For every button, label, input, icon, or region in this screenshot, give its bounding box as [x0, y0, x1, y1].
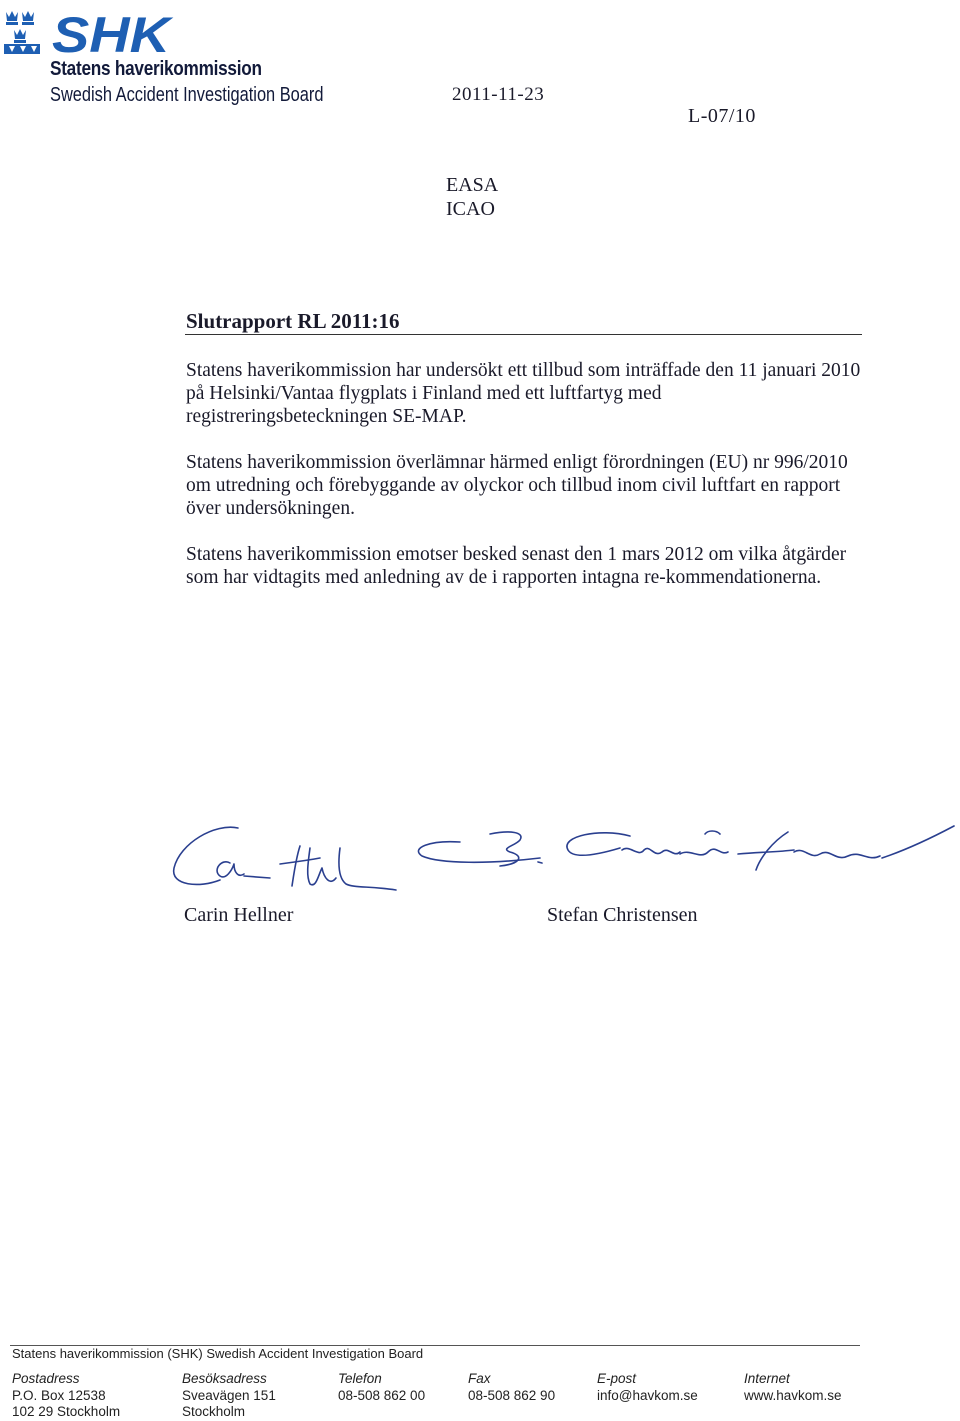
recipients-block — [446, 173, 498, 221]
footer-website — [744, 1371, 842, 1404]
letter-date: 2011-11-23 — [452, 84, 545, 105]
footer-title: Statens haverikommission (SHK) Swedish Accident Investigation Board — [12, 1346, 424, 1361]
recipient: EASA — [446, 174, 499, 196]
org-name: Statens haverikommission — [50, 58, 262, 80]
footer-label: Postadress — [12, 1371, 80, 1386]
signature-stefan-christensen — [418, 826, 954, 870]
footer-fax — [468, 1371, 555, 1404]
three-crowns-icon — [4, 11, 40, 54]
footer-label: Besöksadress — [182, 1371, 267, 1386]
footer-value: 102 29 Stockholm — [12, 1404, 121, 1419]
footer-label: E-post — [597, 1371, 637, 1386]
footer-label: Internet — [744, 1371, 790, 1386]
signer-name: Carin Hellner — [184, 904, 294, 926]
footer-phone — [338, 1371, 425, 1404]
footer-label: Fax — [468, 1371, 491, 1386]
body-paragraph: Statens haverikommission emotser besked senast den 1 mars 2012 om vilka åtgärder som har vidtagits med anledning av de i rapporten intagna re-kommendationerna. — [186, 544, 847, 588]
signer-name: Stefan Christensen — [547, 904, 698, 926]
footer-postal-address — [12, 1371, 120, 1421]
org-name-english: Swedish Accident Investigation Board — [50, 84, 324, 106]
footer-value: www.havkom.se — [744, 1387, 842, 1403]
subject-divider — [185, 334, 862, 335]
reference-number: L-07/10 — [688, 105, 756, 127]
footer-value: info@havkom.se — [597, 1387, 698, 1403]
footer-value: Sveavägen 151 — [182, 1387, 276, 1403]
signature-carin-hellner — [174, 827, 396, 890]
body-paragraph: Statens haverikommission har undersökt ett tillbud som inträffade den 11 januari 2010 på Helsinki/Vantaa flygplats i Finland med ett luftfartyg med registreringsbeteckningen SE-MAP. — [186, 360, 861, 427]
subject-heading: Slutrapport RL 2011:16 — [186, 309, 400, 333]
footer-value: Stockholm — [182, 1404, 246, 1419]
footer-email — [597, 1371, 698, 1404]
body-paragraph: Statens haverikommission överlämnar härmed enligt förordningen (EU) nr 996/2010 om utredning och förebyggande av olyckor och tillbud inom civil luftfart en rapport över undersökningen. — [186, 452, 848, 519]
footer-value: P.O. Box 12538 — [12, 1387, 106, 1403]
shk-logo — [4, 8, 174, 56]
footer-value: 08-508 862 90 — [468, 1387, 556, 1403]
footer-visiting-address — [182, 1371, 276, 1421]
recipient: ICAO — [446, 198, 495, 220]
footer-value: 08-508 862 00 — [338, 1387, 426, 1403]
handwritten-signatures — [160, 818, 960, 903]
footer-label: Telefon — [338, 1371, 382, 1386]
logo-wordmark: SHK — [52, 8, 174, 56]
